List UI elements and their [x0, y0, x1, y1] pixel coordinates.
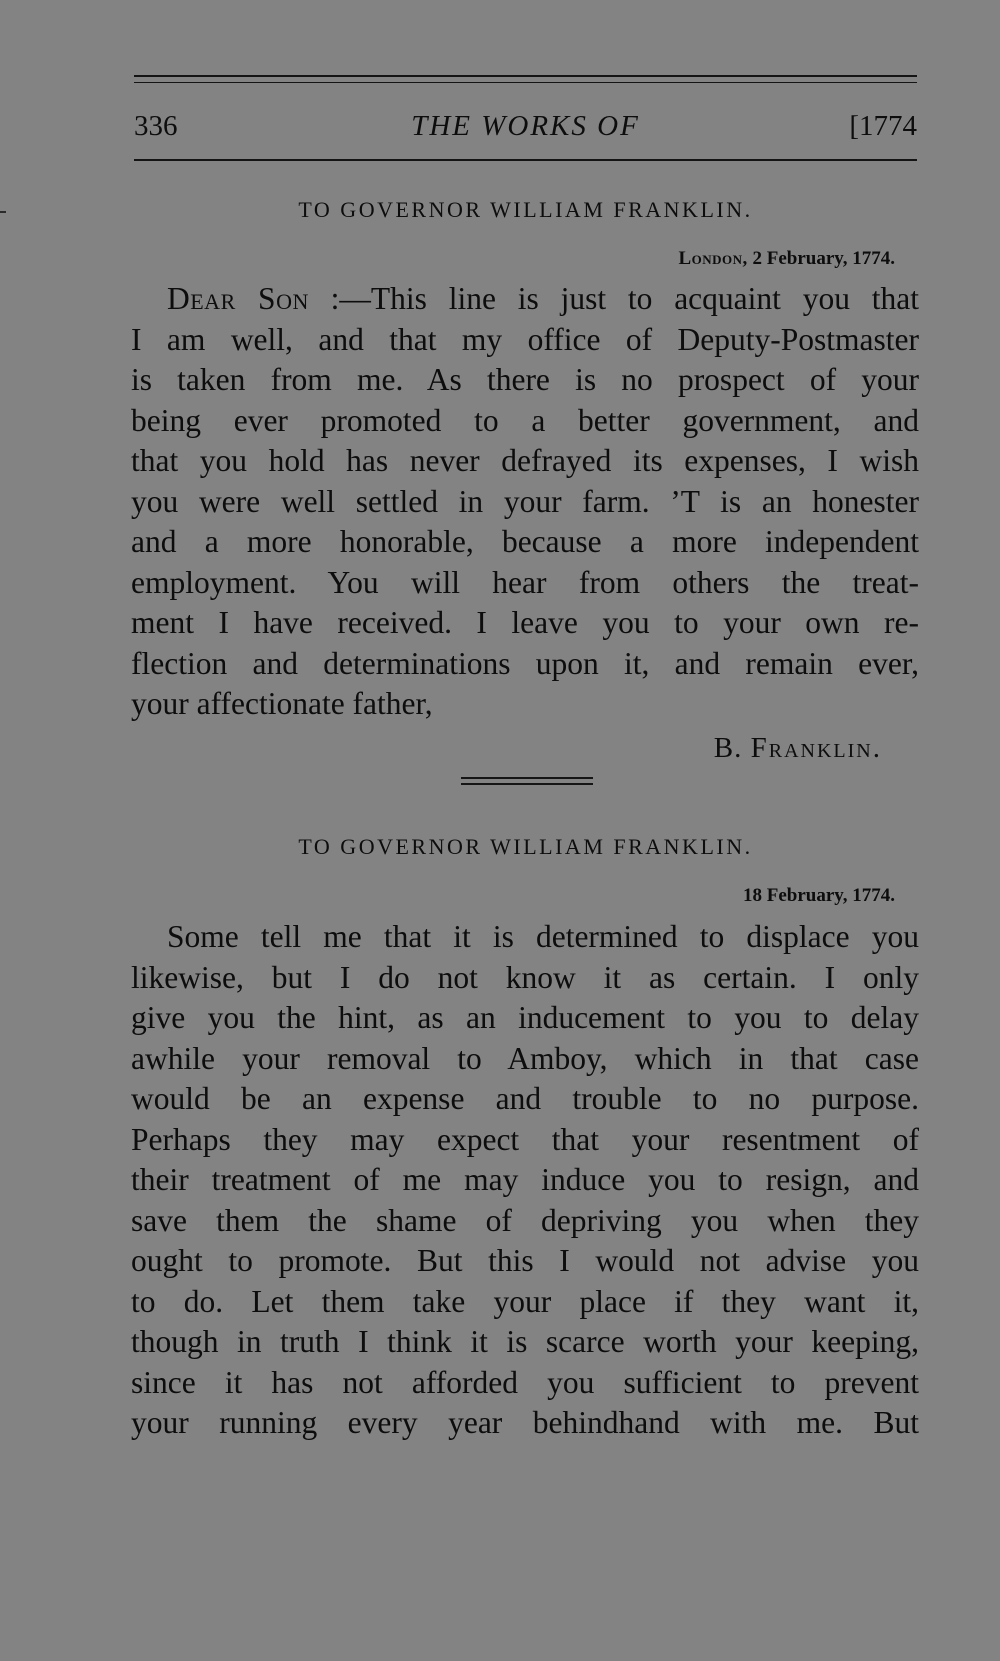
letter-1-line-2: I am well, and that my office of Deputy-Postmaster: [131, 321, 919, 357]
letter-1-heading: TO GOVERNOR WILLIAM FRANKLIN.: [298, 197, 753, 222]
letter-1-body: [131, 279, 919, 725]
letter-2-heading: TO GOVERNOR WILLIAM FRANKLIN.: [298, 834, 753, 859]
letter-1-line-5: that you hold has never defrayed its expenses, I wish: [131, 443, 919, 478]
letter-2-body: [131, 917, 919, 1444]
letter-1-line-4: being ever promoted to a better government, and: [131, 402, 919, 438]
letter-1-line-11: your affectionate father,: [131, 686, 433, 721]
letter-1-line-1: Dear Son :—This line is just to acquaint you that: [167, 281, 919, 316]
letter-1-line-7: and a more honorable, because a more independent: [131, 524, 919, 559]
signature-surname: Franklin.: [750, 732, 882, 764]
header-rule-top: [134, 75, 917, 77]
running-title: THE WORKS OF: [411, 110, 640, 142]
letter-1-date: 2 February, 1774.: [752, 248, 895, 269]
letter-2-line-7: their treatment of me may induce you to resign, and: [131, 1162, 919, 1197]
header-rule-top-thin: [134, 82, 917, 83]
letter-2-line-2: likewise, but I do not know it as certain. I only: [131, 959, 919, 995]
letter-2-line-13: your running every year behindhand with me. But: [131, 1405, 919, 1440]
letter-2-line-9: ought to promote. But this I would not advise you: [131, 1243, 919, 1278]
letter-2-line-12: since it has not afforded you sufficient to prevent: [131, 1364, 919, 1400]
running-year: [1774: [849, 110, 917, 142]
letter-1-line-3: is taken from me. As there is no prospect of your: [131, 362, 919, 397]
letter-2-line-6: Perhaps they may expect that your resentment of: [131, 1121, 919, 1157]
page-number: 336: [134, 110, 178, 142]
header-rule-bottom: [134, 159, 917, 161]
running-head: [134, 106, 917, 146]
letter-2-line-4: awhile your removal to Amboy, which in that case: [131, 1040, 919, 1076]
letter-2-line-8: save them the shame of depriving you when they: [131, 1202, 919, 1238]
letter-1-place: London,: [678, 248, 748, 269]
letter-1-line-9: ment I have received. I leave you to your own re-: [131, 605, 919, 640]
letter-1-signature: [714, 728, 882, 768]
letter-1-line-10: flection and determinations upon it, and remain ever,: [131, 645, 919, 681]
page-edge-mark: [0, 211, 6, 213]
letter-2-date: 18 February, 1774.: [743, 885, 895, 906]
signature-initial: B.: [713, 732, 743, 764]
letter-1-line-8: employment. You will hear from others the treat-: [131, 564, 919, 600]
section-divider: [461, 777, 593, 785]
letter-1-line-6: you were well settled in your farm. ’T is an honester: [131, 483, 919, 519]
letter-2-line-11: though in truth I think it is scarce worth your keeping,: [131, 1324, 919, 1359]
letter-2-line-3: give you the hint, as an inducement to you to delay: [131, 1000, 919, 1035]
letter-1-salutation: Dear Son: [167, 281, 309, 316]
letter-2-line-1: Some tell me that it is determined to displace you: [167, 919, 919, 954]
letter-2-dateline: [743, 882, 895, 910]
letter-2-line-10: to do. Let them take your place if they want it,: [131, 1283, 919, 1319]
letter-2-line-5: would be an expense and trouble to no purpose.: [131, 1081, 919, 1116]
letter-1-dateline: [678, 245, 895, 273]
